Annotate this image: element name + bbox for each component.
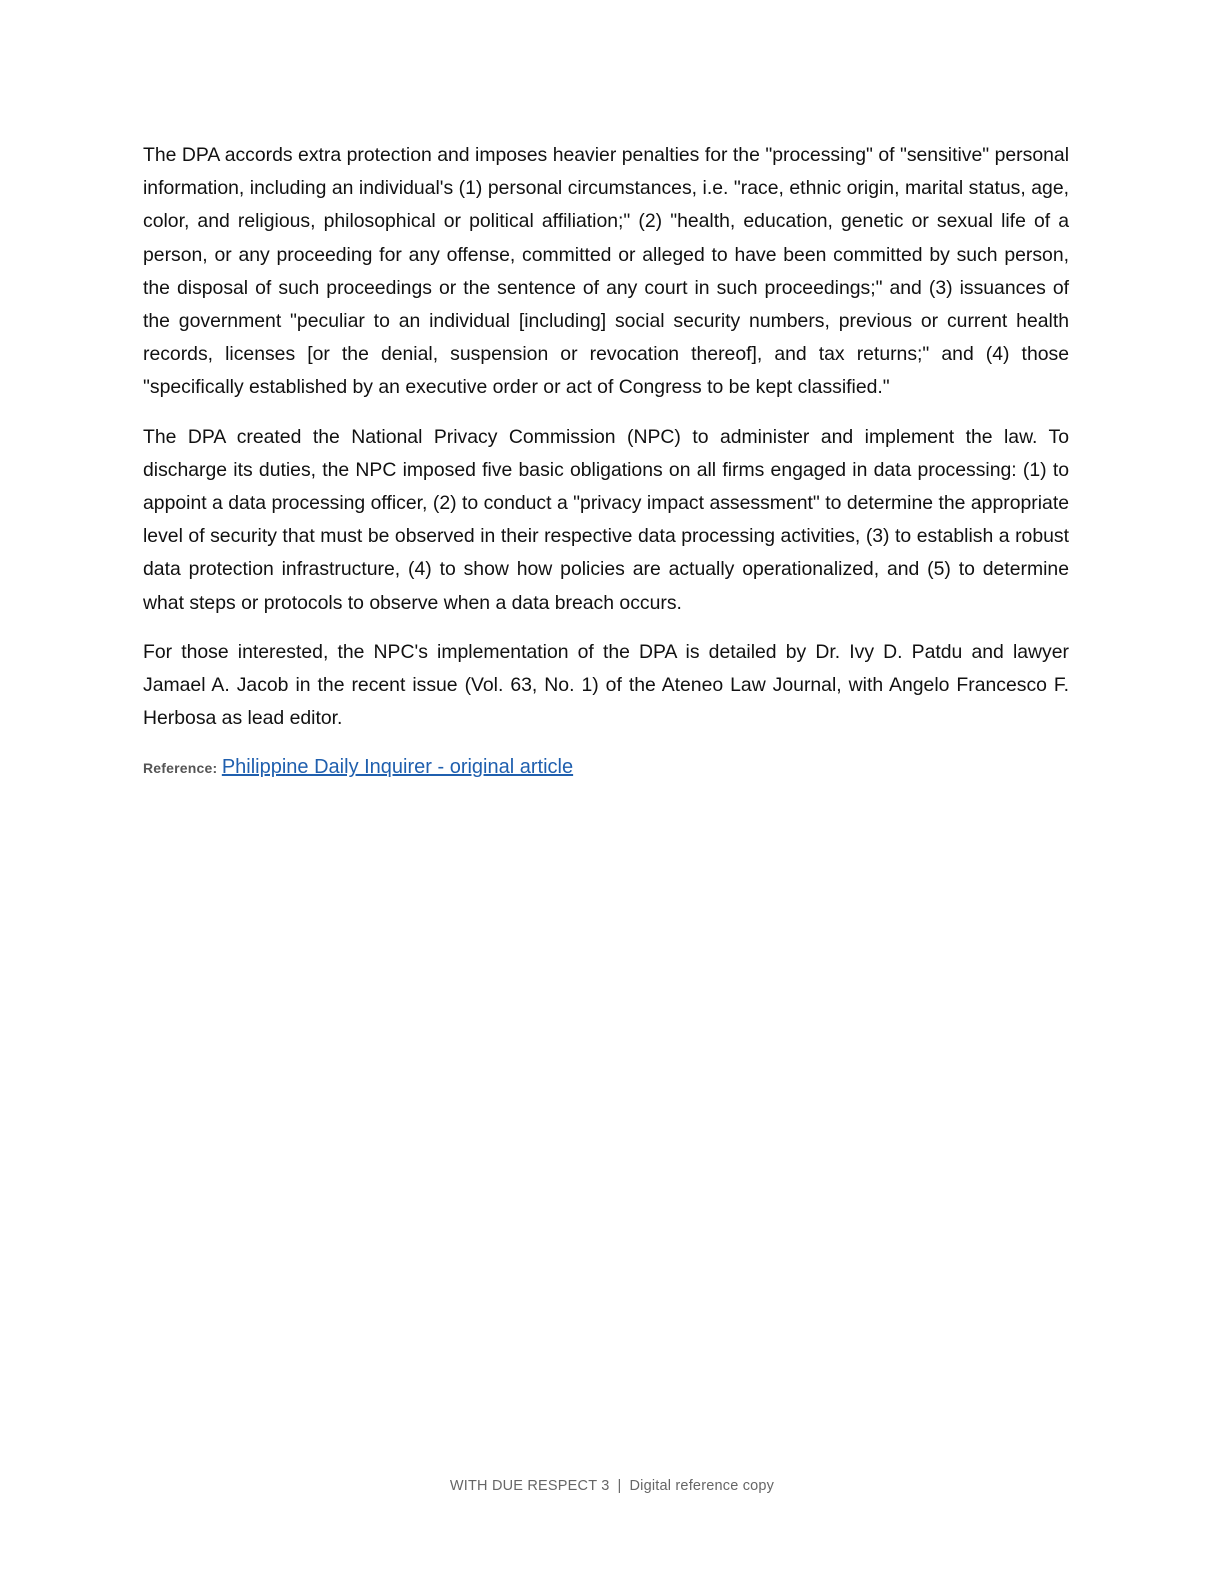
reference-label: Reference: (143, 760, 218, 777)
reference-link[interactable]: Philippine Daily Inquirer - original article (221, 756, 574, 779)
page-footer (0, 1478, 1224, 1494)
paragraph-npc-obligations: The DPA created the National Privacy Commission (NPC) to administer and implement the law. To discharge its duties, the NPC imposed five basic obligations on all firms engaged in data processing: (1) to appoint a data processing officer, (2) to conduct a "privacy impact assessment" to determine the appropriate level of security that must be observed in their respective data processing activities, (3) to establish a robust data protection infrastructure, (4) to show how policies are actually operationalized, and (5) to determine what steps or protocols to observe when a data breach occurs. (143, 425, 1069, 614)
paragraph-sensitive-information: The DPA accords extra protection and imposes heavier penalties for the "processing" of "sensitive" personal information, including an individual's (1) personal circumstances, i.e. "race, ethnic origin, marital status, age, color, and religious, philosophical or political affiliation;" (2) "health, education, genetic or sexual life of a person, or any proceeding for any offense, committed or alleged to have been committed by such person, the disposal of such proceedings or the sentence of any court in such proceedings;" and (3) issuances of the government "peculiar to an individual [including] social security numbers, previous or current health records, licenses [or the denial, suspension or revocation thereof], and tax returns;" and (4) those "specifically established by an executive order or act of Congress to be kept classified." (143, 144, 1069, 399)
footer-subtitle: Digital reference copy (629, 1478, 775, 1494)
paragraph-further-reading: For those interested, the NPC's implementation of the DPA is detailed by Dr. Ivy D. Patdu and lawyer Jamael A. Jacob in the recent issue (Vol. 63, No. 1) of the Ateneo Law Journal, with Angelo Francesco F. Herbosa as lead editor. (143, 640, 1069, 730)
footer-title: WITH DUE RESPECT 3 (449, 1478, 610, 1494)
reference-line (143, 753, 1069, 783)
document-body (143, 139, 1069, 783)
footer-separator: | (617, 1478, 622, 1494)
